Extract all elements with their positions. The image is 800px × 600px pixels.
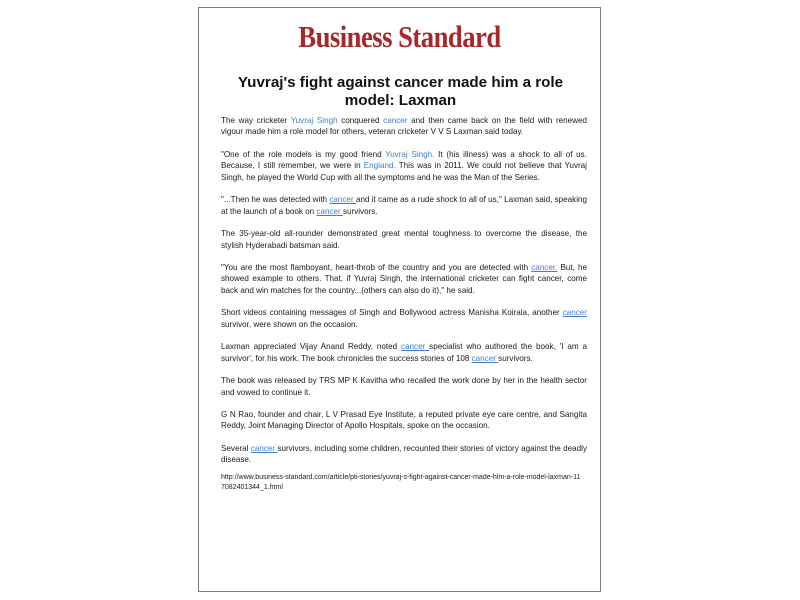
link-yuvraj-singh[interactable]: Yuvraj Singh: [290, 116, 338, 125]
document-page: [198, 7, 601, 592]
paragraph-2: "One of the role models is my good friend Yuvraj Singh. It (his illness) was a shock to all of us. Because, I still remember, we were in England. This was in 2011. We could not believe that Yuvraj Singh, he played the World Cup with all the symptoms and he was the Man of the Series.: [221, 149, 587, 182]
paragraph-7: Laxman appreciated Vijay Anand Reddy, noted cancer specialist who authored the book, 'I am a survivor', for his work. The book chronicles the success stories of 108 cancer survivors.: [221, 342, 587, 363]
source-url[interactable]: http://www.business-standard.com/article/pti-stories/yuvraj-s-fight-against-cancer-made-him-a-role-model-laxman-117082401344_1.html: [221, 474, 581, 491]
link-england[interactable]: England.: [363, 161, 396, 171]
paragraph-6: Short videos containing messages of Singh and Bollywood actress Manisha Koirala, another cancer survivor, were shown on the occasion.: [221, 308, 587, 329]
link-cancer[interactable]: cancer: [316, 206, 343, 216]
paragraph-5: "You are the most flamboyant, heart-throb of the country and you are detected with cancer. But, he showed example to others. That, if Yuvraj Singh, the international cricketer can fight cancer, come back and win matches for the country...(others can also do it)," he said.: [221, 263, 587, 295]
masthead-logo: Business Standard: [298, 19, 501, 54]
paragraph-4: The 35-year-old all-rounder demonstrated great mental toughness to overcome the disease, the stylish Hyderabadi batsman said.: [221, 229, 587, 250]
link-cancer[interactable]: cancer: [562, 308, 587, 318]
link-yuvraj-singh[interactable]: Yuvraj Singh.: [385, 149, 435, 159]
paragraph-3: "...Then he was detected with cancer and it came as a rude shock to all of us," Laxman said, speaking at the launch of a book on cancer survivors.: [221, 195, 588, 216]
paragraph-8: The book was released by TRS MP K Kavitha who recalled the work done by her in the health sector and vowed to continue it.: [221, 376, 587, 397]
link-cancer[interactable]: cancer: [250, 443, 278, 453]
link-cancer[interactable]: cancer.: [531, 263, 558, 273]
link-cancer[interactable]: cancer: [401, 342, 430, 352]
article-headline: Yuvraj's fight against cancer made him a role model: Laxman: [237, 74, 564, 109]
link-cancer[interactable]: cancer: [471, 353, 499, 363]
paragraph-10: Several cancer survivors, including some children, recounted their stories of victory against the deadly disease.: [221, 443, 587, 465]
article-body: [221, 115, 587, 477]
link-cancer[interactable]: cancer: [383, 116, 408, 125]
paragraph-1: The way cricketer Yuvraj Singh conquered cancer and then came back on the field with renewed vigour made him a role model for others, veteran cricketer V V S Laxman said today.: [221, 116, 587, 137]
paragraph-9: G N Rao, founder and chair, L V Prasad Eye Institute, a reputed private eye care centre, and Sangita Reddy, Joint Managing Director of Apollo Hospitals, spoke on the occasion.: [221, 410, 587, 431]
link-cancer[interactable]: cancer: [329, 195, 356, 205]
